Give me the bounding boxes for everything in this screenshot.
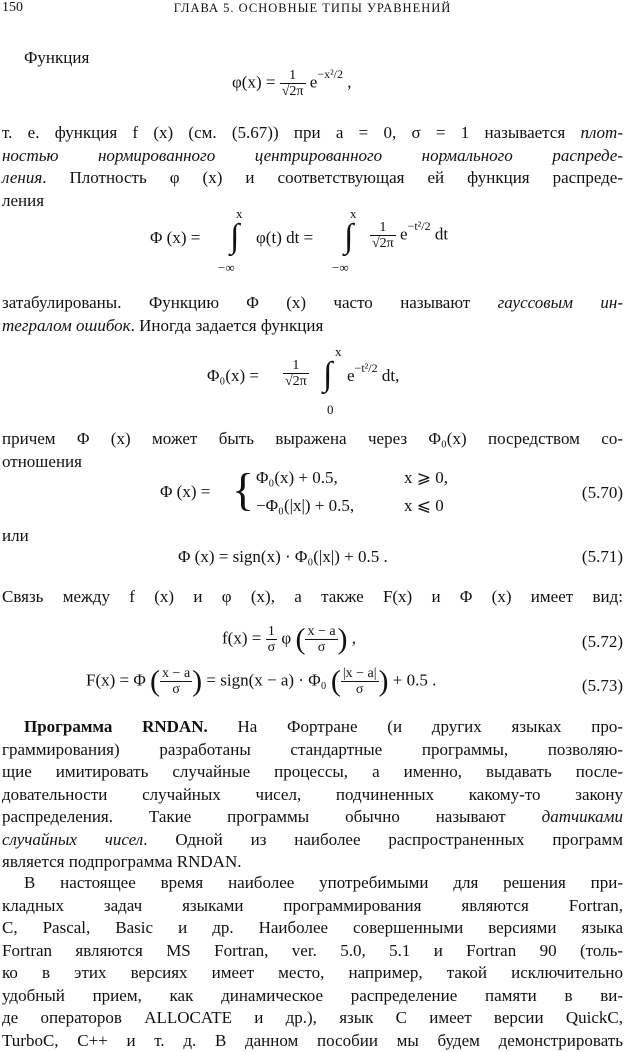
text-line: граммирования) разработаны стандартные программы, позволяю- xyxy=(2,739,623,762)
italic-term: гауссовым ин- xyxy=(498,293,623,312)
paren-right: ) xyxy=(338,623,348,656)
fraction xyxy=(341,666,379,697)
text-line: удобный прием, как динамическое распределение памяти в ви- xyxy=(2,985,623,1008)
paren-right: ) xyxy=(192,665,202,698)
paragraph-link xyxy=(2,586,623,609)
lower-limit: −∞ xyxy=(218,260,235,276)
text-line: отношения xyxy=(2,451,623,474)
paren-right: ) xyxy=(379,665,389,698)
frac-den: σ xyxy=(266,639,278,655)
text-run: . Иногда задается функция xyxy=(131,316,324,335)
text-run: распределения. Такие программы обычно называют xyxy=(2,807,542,826)
text-line: C, Pascal, Basic и др. Наиболее совершенными версиями языка xyxy=(2,917,623,940)
text-line: кладных задач языками программирования являются Fortran, xyxy=(2,895,623,918)
text-line xyxy=(2,292,623,315)
eq-middle: φ(t) dt = xyxy=(256,228,313,248)
equation-Phi xyxy=(150,214,490,278)
text-line xyxy=(2,829,623,852)
eq-lhs: Φ (x) = xyxy=(150,228,200,248)
eq-lhs: F(x) = Φ xyxy=(86,670,146,689)
italic-term: ления xyxy=(2,168,42,187)
eq-lhs: Φ (x) = xyxy=(160,482,210,502)
text-line: де операторов ALLOCATE и др.), язык C имеет версии QuickC, xyxy=(2,1007,623,1030)
text-line: ления xyxy=(2,190,623,213)
exp-power: −t²/2 xyxy=(355,361,378,375)
text-line: ко в этих версиях имеет место, например, такой исключительно xyxy=(2,962,623,985)
text-run: . Одной из наиболее распространенных программ xyxy=(143,830,623,849)
frac-num: 1 xyxy=(283,358,309,373)
paren-left: ( xyxy=(295,623,305,656)
differential: dt xyxy=(435,224,448,243)
text-run: . Плотность φ (x) и соответствующая ей функция распреде- xyxy=(42,168,623,187)
upper-limit: x xyxy=(335,344,342,360)
text-line: причем Φ (x) может быть выражена через Φ₀(x) посредством со- xyxy=(2,428,623,451)
equation-5-70 xyxy=(160,466,470,522)
frac-den: √2π xyxy=(280,83,306,99)
frac-num: |x − a| xyxy=(341,666,379,681)
paragraph-intro xyxy=(24,47,224,70)
frac-num: 1 xyxy=(370,220,396,235)
text-run: т. е. функция f (x) (см. (5.67)) при a = 0, σ = 1 называется xyxy=(2,123,580,142)
paragraph-density xyxy=(2,122,623,212)
text-line: Связь между f (x) и φ (x), а также F(x) и Φ (x) имеет вид: xyxy=(2,586,623,609)
frac-num: 1 xyxy=(266,624,278,639)
case-1: Φ₀(x) + 0.5, xyxy=(256,468,338,488)
frac-num: x − a xyxy=(305,624,337,639)
integral-sign: ∫ xyxy=(230,222,239,252)
differential: dt, xyxy=(382,366,399,385)
text-line: TurboC, C++ и т. д. В данном пособии мы будем демонстрировать xyxy=(2,1030,623,1052)
fraction xyxy=(160,666,192,697)
paragraph-rndan xyxy=(2,716,623,874)
equation-number: (5.72) xyxy=(582,632,623,652)
eq-middle: φ xyxy=(281,628,291,647)
frac-den: √2π xyxy=(283,373,309,389)
eq-lhs: Φ₀(x) = xyxy=(207,366,259,386)
text-line xyxy=(2,122,623,145)
lower-limit: 0 xyxy=(327,402,334,418)
italic-term: ностью нормированного центрированного нормального распреде- xyxy=(2,145,623,168)
eq-lhs: f(x) = xyxy=(222,628,261,647)
fraction xyxy=(283,358,309,389)
text-run: затабулированы. Функцию Φ (x) часто называют xyxy=(2,293,498,312)
eq-tail: , xyxy=(347,72,351,91)
left-brace: { xyxy=(232,470,254,510)
case-2: −Φ₀(|x|) + 0.5, xyxy=(256,496,354,516)
section-heading: Программа RNDAN. xyxy=(24,717,208,736)
page-header xyxy=(0,0,625,18)
text-run: На Фортране (и других языках про- xyxy=(208,717,623,736)
intro-text: Функция xyxy=(24,48,89,67)
condition-2: x ⩽ 0 xyxy=(404,496,444,516)
paren-left: ( xyxy=(331,665,341,698)
italic-term: плот- xyxy=(580,123,623,142)
italic-term: случайных чисел xyxy=(2,830,143,849)
upper-limit: x xyxy=(350,206,357,222)
fraction xyxy=(370,220,396,251)
condition-1: x ⩾ 0, xyxy=(404,468,448,488)
eq-middle: = sign(x − a) · Φ₀ xyxy=(206,670,326,689)
italic-term: тегралом ошибок xyxy=(2,316,131,335)
integral-sign: ∫ xyxy=(344,222,353,252)
equation-number: (5.70) xyxy=(582,483,623,503)
text-line xyxy=(2,167,623,190)
equation-Phi0 xyxy=(207,346,447,416)
text-line xyxy=(2,315,623,338)
text-line: Fortran являются MS Fortran, ver. 5.0, 5.1 и Fortran 90 (толь- xyxy=(2,940,623,963)
eq-tail: , xyxy=(352,628,356,647)
frac-num: x − a xyxy=(160,666,192,681)
text-line: или xyxy=(2,526,29,545)
frac-den: σ xyxy=(305,639,337,655)
equation-phi xyxy=(232,68,352,99)
paragraph-or xyxy=(2,525,102,548)
equation-number: (5.73) xyxy=(582,676,623,696)
integral-sign: ∫ xyxy=(323,360,332,390)
text-line: щие имитировать случайные процессы, а именно, выдавать после- xyxy=(2,761,623,784)
fraction xyxy=(266,624,278,655)
paragraph-languages xyxy=(2,872,623,1052)
fraction xyxy=(280,68,306,99)
exp-power: −x²/2 xyxy=(317,67,343,81)
text-line: В настоящее время наиболее употребимыми для решения при- xyxy=(2,872,623,895)
frac-num: 1 xyxy=(280,68,306,83)
paren-left: ( xyxy=(150,665,160,698)
eq-lhs: φ(x) = xyxy=(232,72,275,91)
frac-den: √2π xyxy=(370,235,396,251)
italic-term: датчиками xyxy=(542,807,623,826)
exp-base: e xyxy=(347,366,355,385)
text-line xyxy=(2,806,623,829)
lower-limit: −∞ xyxy=(332,260,349,276)
equation-5-72 xyxy=(222,624,356,655)
equation-5-73 xyxy=(86,666,436,697)
fraction xyxy=(305,624,337,655)
equation-number: (5.71) xyxy=(582,547,623,567)
text-line: является подпрограмма RNDAN. xyxy=(2,851,623,874)
integrand xyxy=(370,220,448,251)
exp-base: e xyxy=(310,72,318,91)
eq-tail: + 0.5 . xyxy=(393,670,437,689)
equation-5-71: Φ (x) = sign(x) · Φ₀(|x|) + 0.5 . xyxy=(178,547,388,567)
frac-den: σ xyxy=(341,681,379,697)
exp-base: e xyxy=(400,224,408,243)
integrand xyxy=(347,366,399,386)
text-line xyxy=(2,716,623,739)
exp-power: −t²/2 xyxy=(408,219,431,233)
upper-limit: x xyxy=(236,206,243,222)
running-title: ГЛАВА 5. ОСНОВНЫЕ ТИПЫ УРАВНЕНИЙ xyxy=(0,1,625,16)
paragraph-tabulated xyxy=(2,292,623,337)
page-number: 150 xyxy=(2,0,23,16)
frac-den: σ xyxy=(160,681,192,697)
text-line: довательности случайных чисел, подчиненных какому-то закону xyxy=(2,784,623,807)
